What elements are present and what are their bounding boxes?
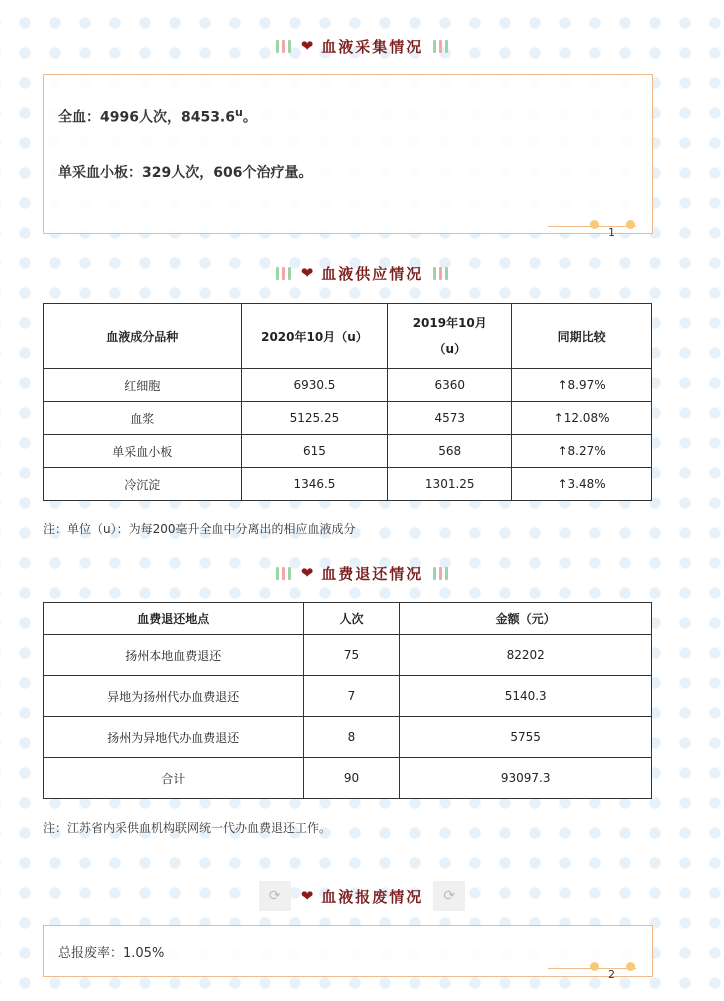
header-cell: 血费退还地点 [44,603,304,635]
stripe-decoration [433,267,448,280]
previous-value: 6360 [388,369,512,402]
header-cell: 人次 [303,603,400,635]
heart-icon: ❤ [300,887,314,905]
refund-place: 合计 [44,758,304,799]
page-indicator-1 [548,220,658,239]
table-row [44,717,652,758]
page-number: 2 [608,968,615,981]
heart-icon: ❤ [300,37,314,55]
heart-icon: ❤ [300,564,314,582]
supply-table [43,303,652,501]
header-cell: 2019年10月 （u） [388,304,512,369]
whole-blood-text: 全血：4996人次，8453.6$^u$。 [58,106,257,126]
page-number: 1 [608,226,615,239]
table-row [44,402,652,435]
refund-amount: 93097.3 [400,758,652,799]
section-title-text: 血费退还情况 [321,564,424,583]
refund-count: 7 [303,676,400,717]
supply-note: 注：单位（u）：为每200毫升全血中分离出的相应血液成分 [43,522,356,536]
table-row [44,435,652,468]
collection-box [43,74,653,234]
previous-value: 568 [388,435,512,468]
section-title-text: 血液供应情况 [321,264,424,283]
scrap-rate-text: 总报废率：1.05% [58,946,165,961]
component-name: 冷沉淀 [44,468,242,501]
comparison-value: ↑8.27% [512,435,652,468]
section-title-text: 血液报废情况 [321,887,424,906]
comparison-value: ↑12.08% [512,402,652,435]
refund-amount: 5140.3 [400,676,652,717]
component-name: 血浆 [44,402,242,435]
loading-spinner-icon: ⟳ [259,881,291,911]
heart-icon: ❤ [300,264,314,282]
header-cell: 同期比较 [512,304,652,369]
header-cell: 血液成分品种 [44,304,242,369]
stripe-decoration [433,567,448,580]
table-row [44,676,652,717]
current-value: 615 [241,435,388,468]
component-name: 单采血小板 [44,435,242,468]
refund-count: 90 [303,758,400,799]
page-indicator-2 [548,962,658,981]
stripe-decoration [276,40,291,53]
unit-superscript: u [235,106,243,119]
refund-place: 扬州本地血费退还 [44,635,304,676]
table-row [44,369,652,402]
current-value: 1346.5 [241,468,388,501]
stripe-decoration [433,40,448,53]
header-cell: 金额（元） [400,603,652,635]
section-title-collection [0,34,724,58]
platelet-text: 单采血小板：329人次，606个治疗量。 [58,165,313,181]
refund-place: 异地为扬州代办血费退还 [44,676,304,717]
refund-count: 75 [303,635,400,676]
table-row [44,468,652,501]
refund-note: 注：江苏省内采供血机构联网统一代办血费退还工作。 [43,821,332,835]
comparison-value: ↑3.48% [512,468,652,501]
loading-spinner-icon: ⟳ [433,881,465,911]
refund-count: 8 [303,717,400,758]
refund-amount: 5755 [400,717,652,758]
refund-amount: 82202 [400,635,652,676]
table-header-row [44,603,652,635]
previous-value: 1301.25 [388,468,512,501]
section-title-text: 血液采集情况 [321,37,424,56]
stripe-decoration [276,267,291,280]
section-title-supply [0,261,724,285]
section-title-refund [0,561,724,585]
section-title-scrap [0,880,724,912]
current-value: 6930.5 [241,369,388,402]
refund-table [43,602,652,799]
table-header-row [44,304,652,369]
table-row [44,758,652,799]
component-name: 红细胞 [44,369,242,402]
refund-place: 扬州为异地代办血费退还 [44,717,304,758]
current-value: 5125.25 [241,402,388,435]
stripe-decoration [276,567,291,580]
comparison-value: ↑8.97% [512,369,652,402]
table-row [44,635,652,676]
previous-value: 4573 [388,402,512,435]
header-cell: 2020年10月（u） [241,304,388,369]
